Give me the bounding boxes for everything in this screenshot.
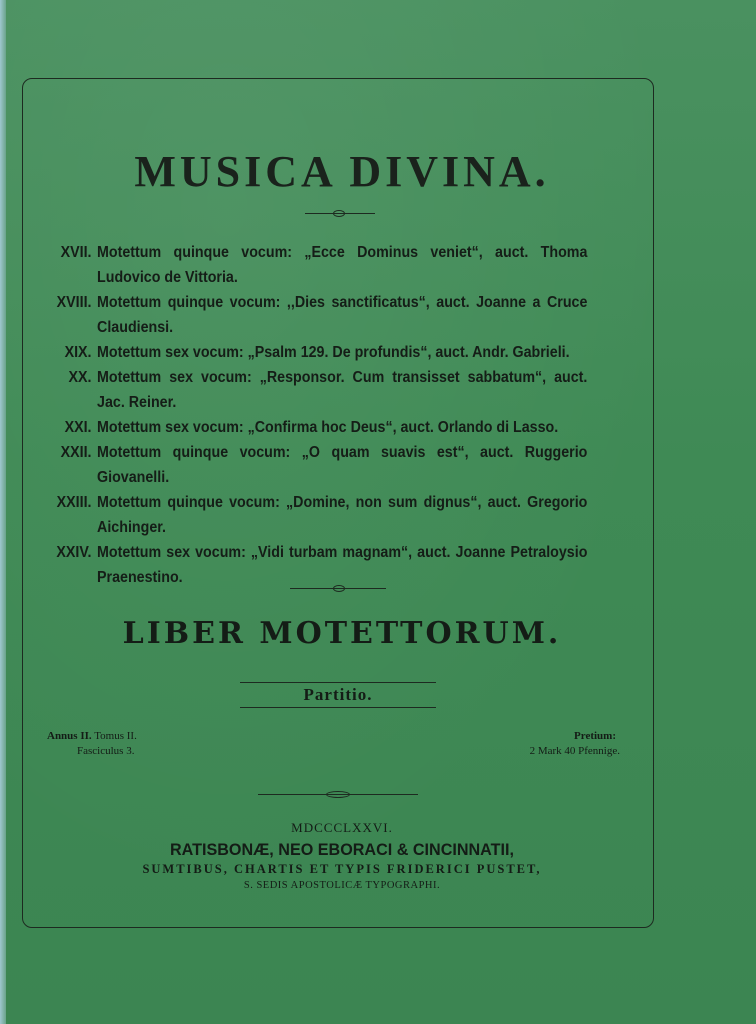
contents-item-number: XVIII. <box>56 294 92 311</box>
publication-year: MDCCCLXXVI. <box>291 820 393 835</box>
contents-item-number: XIX. <box>64 344 92 361</box>
contents-item <box>40 415 587 440</box>
contents-item-text: Motettum quinque vocum: „Ecce Dominus veniet“, auct. Thoma Ludovico de Vittoria. <box>97 244 588 286</box>
contents-item-text: Motettum quinque vocum: „Domine, non sum dignus“, auct. Gregorio Aichinger. <box>97 494 588 536</box>
price-info <box>530 729 620 759</box>
contents-item <box>40 490 587 540</box>
publisher-cities: RATISBONÆ, NEO EBORACI & CINCINNATII, <box>170 840 514 859</box>
contents-item <box>40 340 587 365</box>
contents-item <box>40 240 587 290</box>
tomus-label: Tomus II. <box>94 730 137 742</box>
series-title: LIBER MOTETTORUM. <box>122 616 562 651</box>
contents-item-text: Motettum sex vocum: „Vidi turbam magnam“, auct. Joanne Petraloysio Praenestino. <box>97 544 588 586</box>
contents-item-text: Motettum sex vocum: „Confirma hoc Deus“, auct. Orlando di Lasso. <box>97 419 559 436</box>
contents-item-number: XVII. <box>60 244 92 261</box>
contents-list <box>40 240 587 590</box>
contents-item-number: XX. <box>68 369 92 386</box>
publisher-name: SUMTIBUS, CHARTIS ET TYPIS FRIDERICI PUSTET, <box>142 862 542 876</box>
main-title: MUSICA DIVINA. <box>134 147 550 196</box>
contents-item <box>40 290 587 340</box>
contents-item-text: Motettum quinque vocum: „O quam suavis est“, auct. Ruggerio Giovanelli. <box>97 444 588 486</box>
contents-item <box>40 540 587 590</box>
contents-item-number: XXIII. <box>56 494 92 511</box>
volume-info <box>47 729 137 759</box>
pretium-value: 2 Mark 40 Pfennige. <box>529 745 620 757</box>
contents-item <box>40 440 587 490</box>
fasciculus-label: Fasciculus 3. <box>77 745 135 757</box>
publisher-title: S. SEDIS APOSTOLICÆ TYPOGRAPHI. <box>243 880 441 891</box>
contents-item-text: Motettum sex vocum: „Psalm 129. De profundis“, auct. Andr. Gabrieli. <box>97 344 570 361</box>
contents-item-number: XXII. <box>60 444 92 461</box>
contents-item-text: Motettum quinque vocum: ,,Dies sanctificatus“, auct. Joanne a Cruce Claudiensi. <box>97 294 588 336</box>
partitio-label: Partitio. <box>240 682 436 708</box>
annus-label: Annus II. <box>47 730 92 742</box>
contents-item-number: XXIV. <box>56 544 92 561</box>
contents-item-number: XXI. <box>64 419 92 436</box>
contents-item <box>40 365 587 415</box>
pretium-label: Pretium: <box>574 730 616 742</box>
contents-item-text: Motettum sex vocum: „Responsor. Cum transisset sabbatum“, auct. Jac. Reiner. <box>97 369 588 411</box>
